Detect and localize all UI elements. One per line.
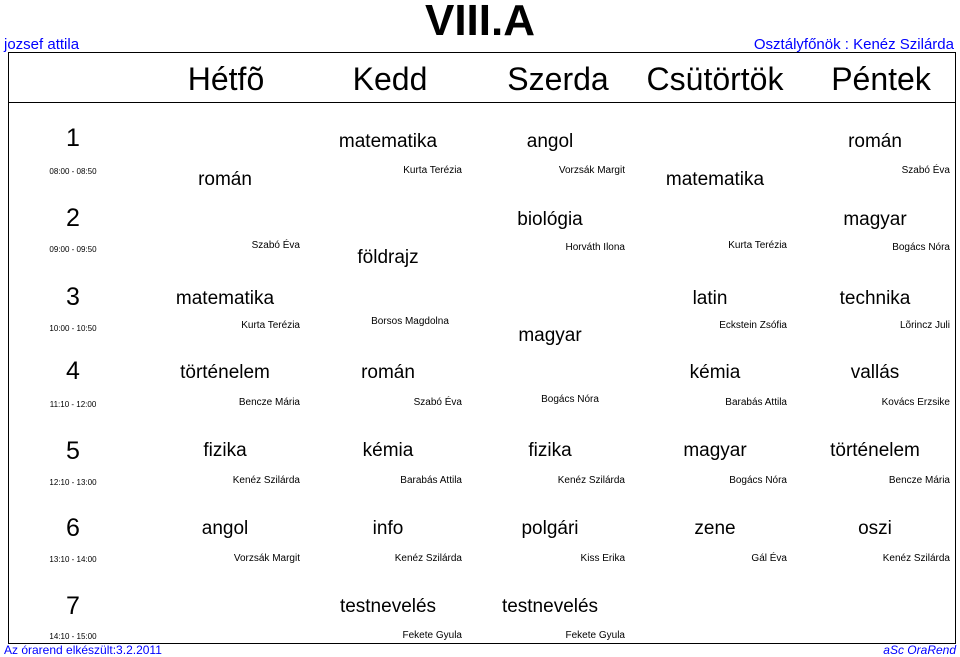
lesson-teacher: Vorzsák Margit bbox=[558, 165, 625, 176]
lesson-subject: magyar bbox=[518, 325, 582, 346]
lesson-teacher: Kenéz Szilárda bbox=[232, 475, 300, 486]
lesson-subject: román bbox=[848, 131, 902, 152]
lesson-teacher: Kenéz Szilárda bbox=[557, 475, 625, 486]
author-name: jozsef attila bbox=[4, 36, 80, 53]
head-teacher: Osztályfőnök : Kenéz Szilárda bbox=[753, 36, 954, 53]
lesson-subject: biológia bbox=[517, 209, 583, 230]
lesson-teacher: Borsos Magdolna bbox=[371, 316, 449, 327]
lesson-teacher: Szabó Éva bbox=[901, 165, 950, 176]
lesson-teacher: Kurta Terézia bbox=[728, 240, 787, 251]
lesson-subject: fizika bbox=[528, 440, 572, 461]
day-header-row bbox=[8, 52, 956, 103]
lesson-teacher: Gál Éva bbox=[751, 553, 787, 564]
lesson-teacher: Bencze Mária bbox=[238, 397, 300, 408]
lesson-subject: kémia bbox=[689, 362, 741, 383]
period-time: 11:10 - 12:00 bbox=[49, 400, 97, 409]
period-number: 4 bbox=[66, 357, 80, 385]
lesson-teacher: Kenéz Szilárda bbox=[882, 553, 950, 564]
lesson-teacher: Barabás Attila bbox=[725, 397, 787, 408]
lesson-teacher: Bencze Mária bbox=[888, 475, 950, 486]
lesson-subject: magyar bbox=[683, 440, 747, 461]
lesson-teacher: Fekete Gyula bbox=[402, 630, 462, 641]
period-time: 09:00 - 09:50 bbox=[49, 245, 97, 254]
lesson-subject: földrajz bbox=[357, 247, 419, 268]
generated-date: Az órarend elkészült:3.2.2011 bbox=[4, 643, 162, 657]
lesson-teacher: Horváth Ilona bbox=[565, 242, 625, 253]
lesson-teacher: Szabó Éva bbox=[413, 397, 462, 408]
lesson-teacher: Szabó Éva bbox=[251, 240, 300, 251]
lesson-teacher: Eckstein Zsófia bbox=[719, 320, 787, 331]
lesson-teacher: Barabás Attila bbox=[400, 475, 462, 486]
period-time: 14:10 - 15:00 bbox=[49, 632, 97, 641]
lesson-teacher: Vorzsák Margit bbox=[233, 553, 300, 564]
period-number: 6 bbox=[66, 514, 80, 542]
lesson-subject: zene bbox=[694, 518, 736, 539]
day-header: Péntek bbox=[831, 61, 931, 97]
day-header: Hétfõ bbox=[187, 61, 265, 97]
lesson-subject: történelem bbox=[180, 362, 270, 383]
period-number: 2 bbox=[66, 204, 80, 232]
period-number: 5 bbox=[66, 437, 80, 465]
lesson-teacher: Kurta Terézia bbox=[403, 165, 462, 176]
lesson-subject: angol bbox=[526, 131, 574, 152]
period-time: 12:10 - 13:00 bbox=[49, 478, 97, 487]
lesson-subject: történelem bbox=[830, 440, 920, 461]
lesson-subject: technika bbox=[839, 288, 911, 309]
lesson-teacher: Fekete Gyula bbox=[565, 630, 625, 641]
lesson-subject: matematika bbox=[338, 131, 438, 152]
lesson-teacher: Kiss Erika bbox=[580, 553, 625, 564]
lesson-teacher: Kenéz Szilárda bbox=[394, 553, 462, 564]
lesson-subject: matematika bbox=[175, 288, 275, 309]
lesson-subject: testnevelés bbox=[501, 596, 599, 617]
lesson-subject: testnevelés bbox=[339, 596, 437, 617]
lesson-subject: vallás bbox=[850, 362, 900, 383]
lesson-teacher: Kurta Terézia bbox=[241, 320, 300, 331]
period-time: 08:00 - 08:50 bbox=[49, 167, 97, 176]
period-number: 1 bbox=[66, 124, 80, 152]
class-title: VIII.A bbox=[424, 0, 536, 45]
lesson-teacher: Bogács Nóra bbox=[892, 242, 950, 253]
lesson-subject: angol bbox=[201, 518, 249, 539]
period-number: 3 bbox=[66, 283, 80, 311]
lesson-subject: magyar bbox=[843, 209, 907, 230]
day-header: Csütörtök bbox=[646, 61, 784, 97]
software-credit: aSc OraRend bbox=[883, 643, 956, 657]
day-header: Kedd bbox=[352, 61, 428, 97]
lesson-subject: kémia bbox=[362, 440, 414, 461]
lesson-subject: info bbox=[372, 518, 404, 539]
period-time: 10:00 - 10:50 bbox=[49, 324, 97, 333]
lesson-teacher: Lõrincz Juli bbox=[899, 320, 950, 331]
day-header: Szerda bbox=[507, 61, 609, 97]
lesson-subject: oszi bbox=[858, 518, 892, 539]
lesson-subject: fizika bbox=[203, 440, 247, 461]
lesson-subject: román bbox=[198, 169, 252, 190]
lesson-subject: román bbox=[361, 362, 415, 383]
lesson-teacher: Bogács Nóra bbox=[729, 475, 787, 486]
period-number: 7 bbox=[66, 592, 80, 620]
lesson-subject: latin bbox=[692, 288, 728, 309]
lesson-teacher: Kovács Erzsike bbox=[881, 397, 950, 408]
lesson-subject: matematika bbox=[665, 169, 765, 190]
lesson-teacher: Bogács Nóra bbox=[541, 394, 599, 405]
lesson-subject: polgári bbox=[521, 518, 579, 539]
period-time: 13:10 - 14:00 bbox=[49, 555, 97, 564]
